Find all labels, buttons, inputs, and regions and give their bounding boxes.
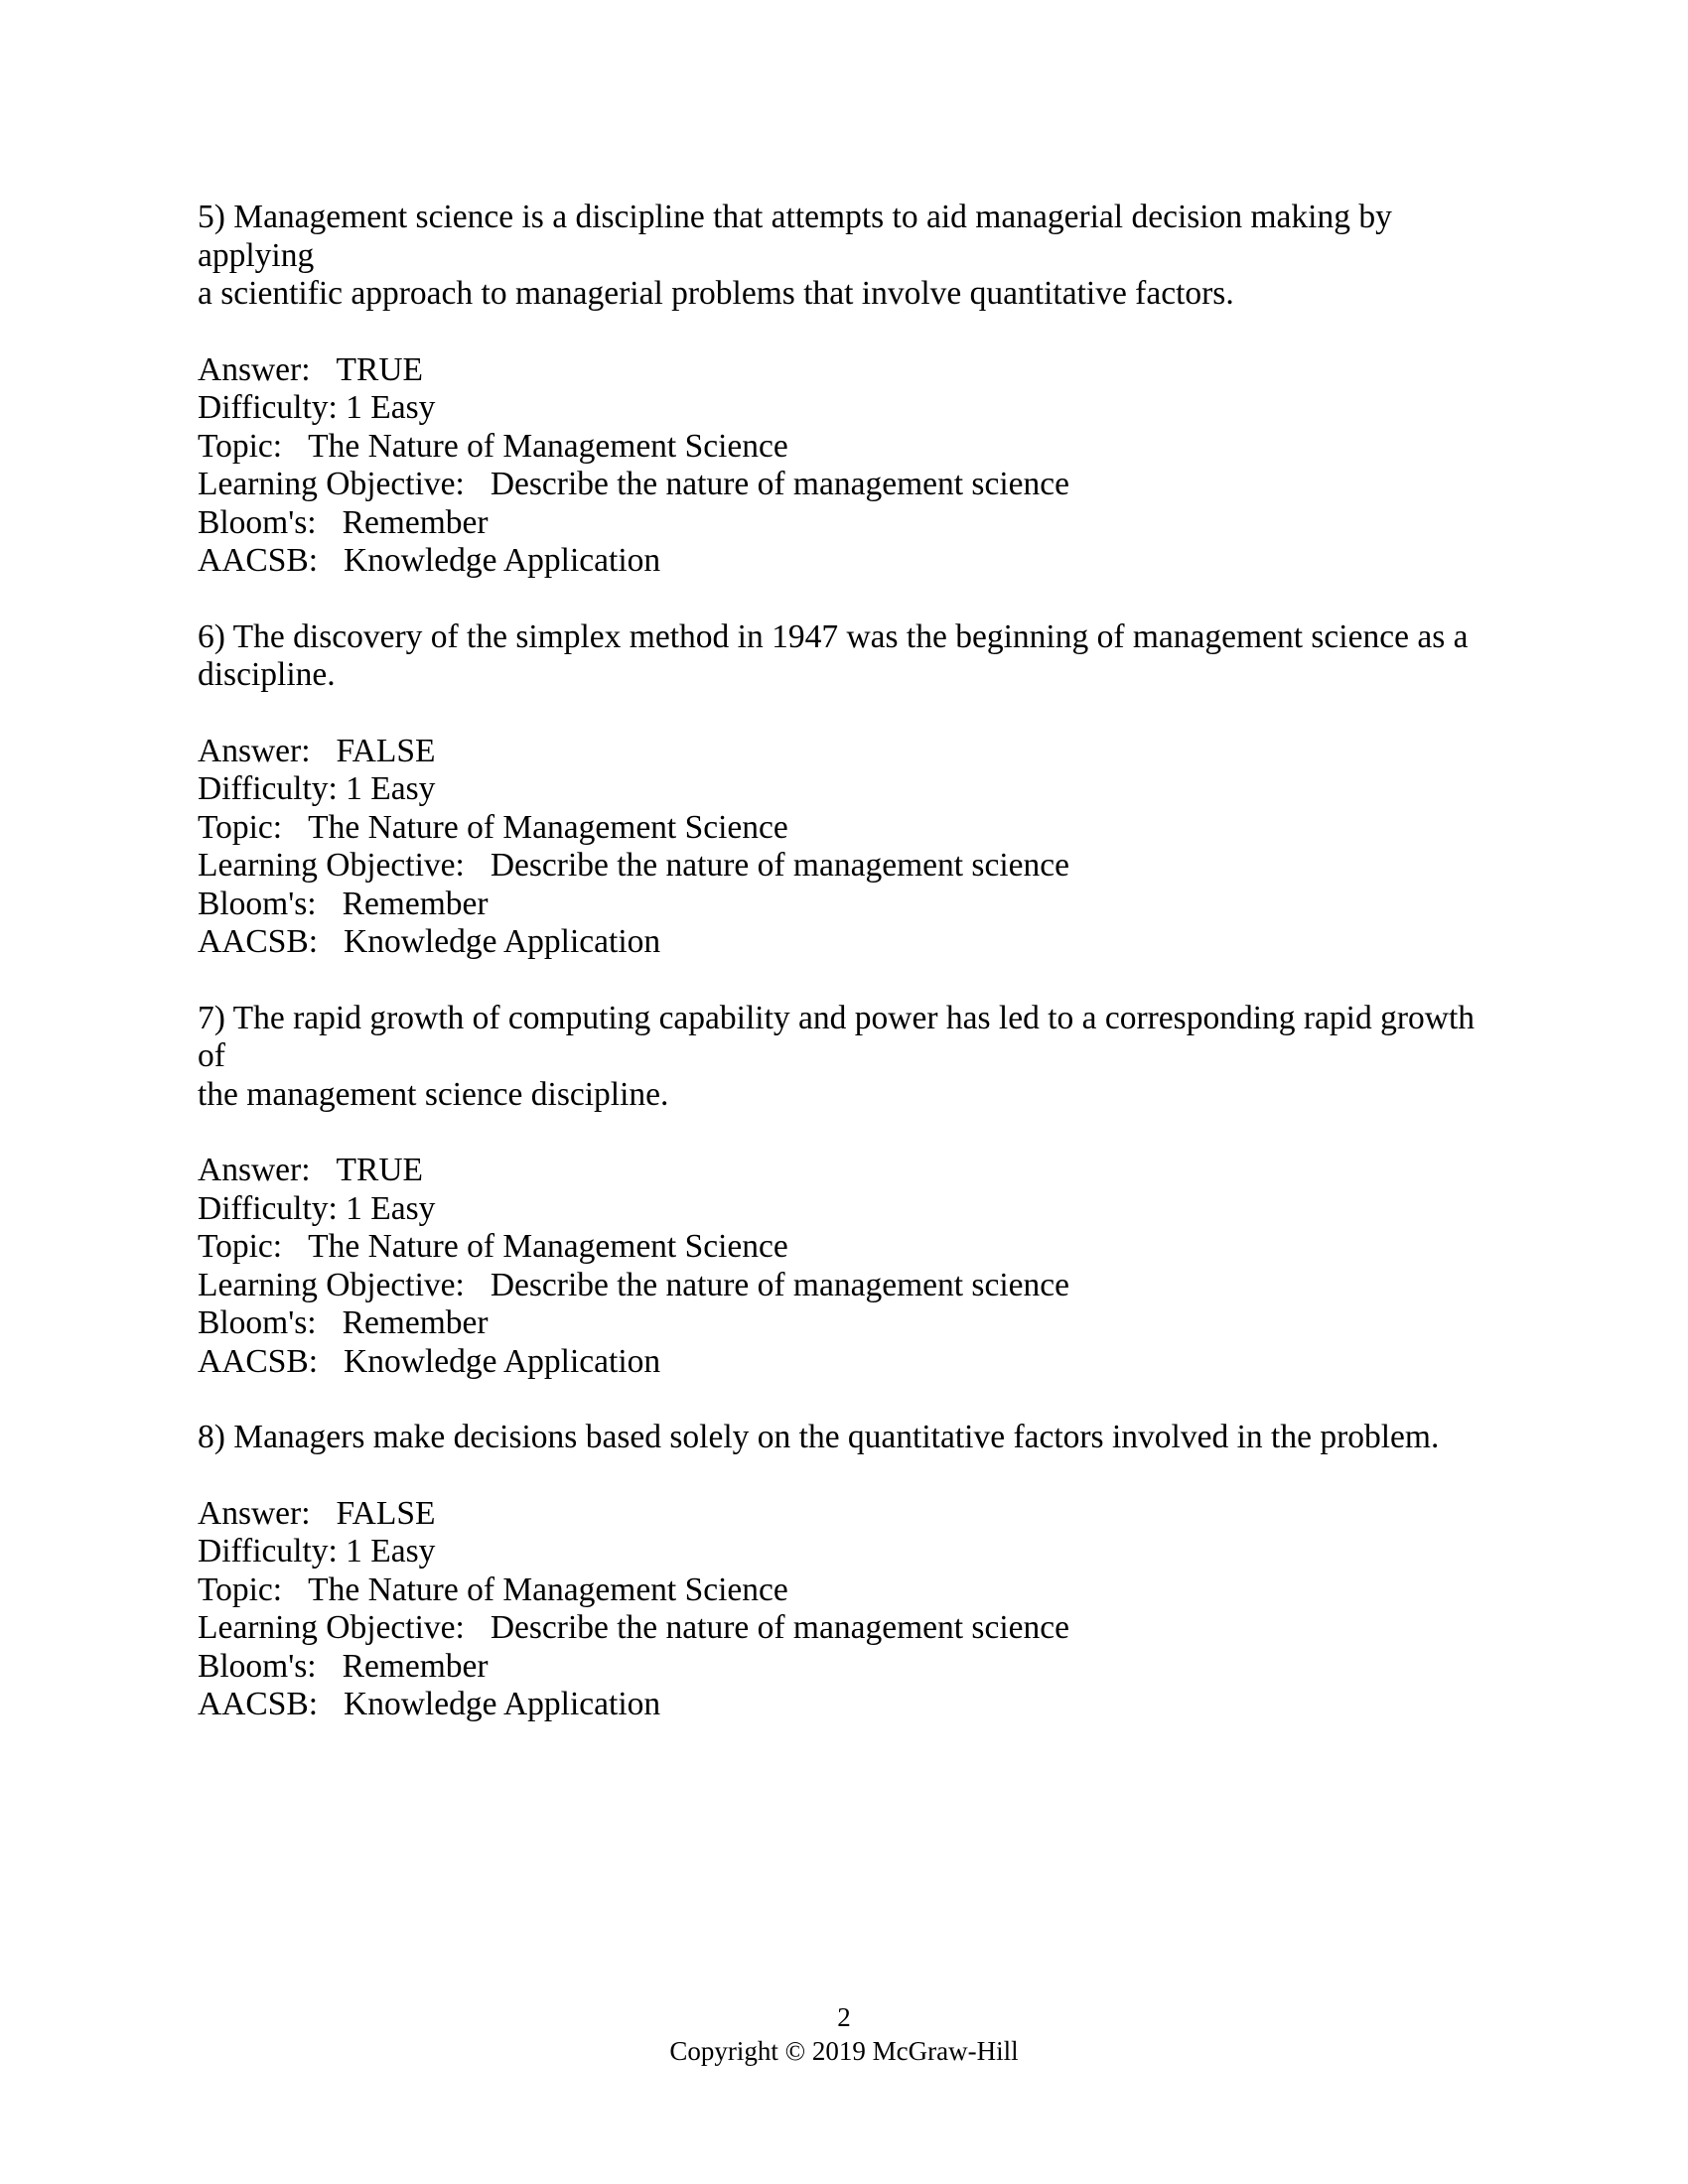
page-number: 2 bbox=[837, 2002, 851, 2032]
objective-value: Describe the nature of management science bbox=[490, 1266, 1070, 1303]
answer-metadata bbox=[198, 1495, 1508, 1724]
topic-line bbox=[198, 428, 1508, 467]
objective-line bbox=[198, 847, 1508, 886]
aacsb-value: Knowledge Application bbox=[344, 1686, 661, 1722]
answer-label: Answer: bbox=[198, 1494, 311, 1532]
aacsb-label: AACSB: bbox=[198, 1686, 319, 1722]
blooms-label: Bloom's: bbox=[198, 885, 317, 922]
topic-label: Topic: bbox=[198, 1228, 283, 1265]
question-text bbox=[198, 1419, 1508, 1457]
objective-value: Describe the nature of management science bbox=[490, 466, 1070, 502]
question-5 bbox=[198, 199, 1508, 581]
aacsb-value: Knowledge Application bbox=[344, 542, 661, 579]
blooms-line bbox=[198, 886, 1508, 924]
blooms-value: Remember bbox=[342, 503, 489, 541]
question-text bbox=[198, 618, 1508, 695]
question-text-line-2: the management science discipline. bbox=[198, 1075, 669, 1113]
answer-line bbox=[198, 1495, 1508, 1534]
answer-value: TRUE bbox=[336, 350, 423, 388]
aacsb-label: AACSB: bbox=[198, 923, 319, 960]
topic-value: The Nature of Management Science bbox=[308, 1570, 788, 1608]
question-text-line-2: a scientific approach to managerial problems that involve quantitative factors. bbox=[198, 275, 1234, 312]
question-7 bbox=[198, 1000, 1508, 1382]
topic-value: The Nature of Management Science bbox=[308, 808, 788, 846]
question-text-line-1: 6) The discovery of the simplex method in 1947 was the beginning of management science as a bbox=[198, 617, 1469, 655]
objective-value: Describe the nature of management science bbox=[490, 1609, 1070, 1646]
answer-value: TRUE bbox=[336, 1152, 423, 1188]
answer-line bbox=[198, 1152, 1508, 1190]
question-text bbox=[198, 199, 1508, 314]
blooms-label: Bloom's: bbox=[198, 1647, 317, 1685]
objective-label: Learning Objective: bbox=[198, 466, 465, 502]
topic-value: The Nature of Management Science bbox=[308, 1228, 788, 1265]
objective-label: Learning Objective: bbox=[198, 1609, 465, 1646]
objective-label: Learning Objective: bbox=[198, 1266, 465, 1303]
question-6 bbox=[198, 618, 1508, 962]
topic-line bbox=[198, 1571, 1508, 1610]
objective-value: Describe the nature of management science bbox=[490, 847, 1070, 884]
aacsb-line bbox=[198, 1686, 1508, 1724]
topic-label: Topic: bbox=[198, 808, 283, 846]
topic-label: Topic: bbox=[198, 427, 283, 465]
aacsb-label: AACSB: bbox=[198, 542, 319, 579]
blooms-line bbox=[198, 504, 1508, 543]
aacsb-line bbox=[198, 542, 1508, 581]
aacsb-line bbox=[198, 923, 1508, 962]
answer-line bbox=[198, 733, 1508, 771]
aacsb-value: Knowledge Application bbox=[344, 923, 661, 960]
blooms-value: Remember bbox=[342, 1647, 489, 1685]
blooms-value: Remember bbox=[342, 1304, 489, 1341]
blooms-label: Bloom's: bbox=[198, 503, 317, 541]
difficulty-line: Difficulty: 1 Easy bbox=[198, 1533, 436, 1570]
question-text-line-1: 7) The rapid growth of computing capability and power has led to a corresponding rapid growth of bbox=[198, 999, 1476, 1074]
answer-value: FALSE bbox=[336, 1494, 436, 1532]
topic-label: Topic: bbox=[198, 1570, 283, 1608]
difficulty-line: Difficulty: 1 Easy bbox=[198, 1189, 436, 1227]
topic-line bbox=[198, 1228, 1508, 1267]
blooms-value: Remember bbox=[342, 885, 489, 922]
answer-value: FALSE bbox=[336, 732, 436, 769]
objective-label: Learning Objective: bbox=[198, 847, 465, 884]
document-body bbox=[198, 199, 1508, 1762]
aacsb-value: Knowledge Application bbox=[344, 1342, 661, 1380]
answer-label: Answer: bbox=[198, 732, 311, 769]
question-text-line-1: 8) Managers make decisions based solely on the quantitative factors involved in the problem. bbox=[198, 1419, 1440, 1455]
aacsb-line bbox=[198, 1343, 1508, 1382]
answer-line bbox=[198, 351, 1508, 390]
question-text-line-2: discipline. bbox=[198, 656, 336, 693]
difficulty-line: Difficulty: 1 Easy bbox=[198, 770, 436, 807]
objective-line bbox=[198, 1609, 1508, 1648]
answer-label: Answer: bbox=[198, 1152, 311, 1188]
question-8 bbox=[198, 1419, 1508, 1724]
blooms-line bbox=[198, 1648, 1508, 1687]
difficulty-line: Difficulty: 1 Easy bbox=[198, 389, 436, 426]
question-text bbox=[198, 1000, 1508, 1115]
copyright-notice: Copyright © 2019 McGraw-Hill bbox=[669, 2036, 1019, 2066]
blooms-label: Bloom's: bbox=[198, 1304, 317, 1341]
aacsb-label: AACSB: bbox=[198, 1342, 319, 1380]
answer-metadata bbox=[198, 733, 1508, 962]
topic-line bbox=[198, 809, 1508, 848]
objective-line bbox=[198, 1267, 1508, 1305]
objective-line bbox=[198, 466, 1508, 504]
question-text-line-1: 5) Management science is a discipline that attempts to aid managerial decision making by applying bbox=[198, 199, 1392, 274]
topic-value: The Nature of Management Science bbox=[308, 427, 788, 465]
blooms-line bbox=[198, 1304, 1508, 1343]
answer-metadata bbox=[198, 1152, 1508, 1381]
answer-label: Answer: bbox=[198, 350, 311, 388]
answer-metadata bbox=[198, 351, 1508, 581]
